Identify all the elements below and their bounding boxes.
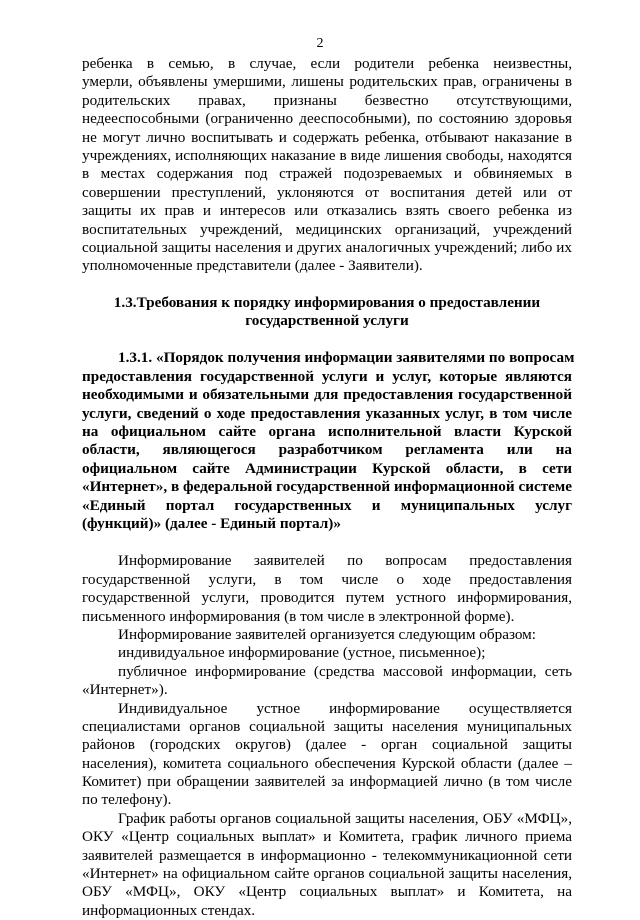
text-line: заявителей размещается в информационно - телекоммуникационной сети xyxy=(82,846,572,864)
paragraph-oral xyxy=(82,700,572,810)
heading-line: «Интернет», в федеральной государственной информационной системе xyxy=(82,478,572,496)
page-number: 2 xyxy=(316,36,324,51)
text-line: недееспособными (ограниченно дееспособными), по состоянию здоровья xyxy=(82,110,572,128)
text-line: Информирование заявителей по вопросам предоставления xyxy=(118,552,572,570)
text-line: воспитательных учреждений, медицинских организаций, учреждений xyxy=(82,220,572,238)
text-line: умерли, объявлены умершими, лишены родительских прав, ограничены в xyxy=(82,73,572,91)
text-line: «Интернет»). xyxy=(82,681,168,699)
paragraph-public xyxy=(82,663,572,700)
text-line: уполномоченные представители (далее - Заявители). xyxy=(82,257,423,275)
text-line: по телефону). xyxy=(82,791,172,809)
section-heading-1-3 xyxy=(82,294,572,331)
text-line: социальной защиты населения и других аналогичных учреждений; либо их xyxy=(82,238,572,256)
text-line: учреждениях, исполняющих наказание в виде лишения свободы, находятся xyxy=(82,146,572,164)
text-line: районов (городских округов) (далее - орган социальной защиты xyxy=(82,736,572,754)
paragraph-schedule xyxy=(82,810,572,920)
text-line: ОБУ «МФЦ», ОКУ «Центр социальных выплат» и Комитета, на xyxy=(82,883,572,901)
heading-line: необходимыми и обязательными для предоставления государственной xyxy=(82,386,572,404)
text-line: индивидуальное информирование (устное, письменное); xyxy=(118,644,486,662)
text-line: Информирование заявителей организуется следующим образом: xyxy=(118,625,537,643)
text-line: государственной услуги, проводится путем устного информирования, xyxy=(82,589,572,607)
paragraph-inform xyxy=(82,552,572,626)
text-line: публичное информирование (средства массовой информации, сеть xyxy=(118,662,572,680)
text-line: населения), комитета социального обеспечения Курской области (далее – xyxy=(82,754,572,772)
text-line: ребенка в семью, в случае, если родители ребенка неизвестны, xyxy=(82,55,572,72)
text-line: не могут лично воспитывать и содержать ребенка, отбывают наказание в xyxy=(82,128,572,146)
heading-line: на официальном сайте органа исполнительной власти Курской xyxy=(82,423,572,441)
heading-line: области, являющегося разработчиком регламента или на xyxy=(82,441,572,459)
text-line: в местах содержания под стражей подозреваемых и обвиняемых в xyxy=(82,165,572,183)
text-line: письменного информирования (в том числе в электронной форме). xyxy=(82,607,515,625)
paragraph-intro xyxy=(82,55,572,276)
text-line: совершении преступлений, уклоняются от воспитания детей или от xyxy=(82,183,572,201)
heading-line: официальном сайте Администрации Курской области, в сети xyxy=(82,459,572,477)
text-line: защиты их прав и интересов или отказались взять своего ребенка из xyxy=(82,202,572,220)
text-line: «Интернет» на официальном сайте органов социальной защиты населения, xyxy=(82,865,572,883)
paragraph-organized xyxy=(82,626,572,644)
text-line: информационных стендах. xyxy=(82,901,256,919)
heading-line: услуги, сведений о ходе предоставления указанных услуг, в том числе xyxy=(82,404,572,422)
text-line: родительских правах, признаны безвестно отсутствующими, xyxy=(82,91,572,109)
text-line: График работы органов социальной защиты населения, ОБУ «МФЦ», xyxy=(118,809,572,827)
text-line: ОКУ «Центр социальных выплат» и Комитета, график личного приема xyxy=(82,828,572,846)
text-line: специалистами органов социальной защиты населения муниципальных xyxy=(82,717,572,735)
section-heading-1-3-1 xyxy=(82,349,575,533)
text-line: Комитет) при обращении заявителей за информацией лично (в том числе xyxy=(82,773,572,791)
heading-line: 1.3.1. «Порядок получения информации заявителями по вопросам xyxy=(118,349,575,367)
heading-line: предоставления государственной услуги и услуг, которые являются xyxy=(82,367,572,385)
document-page xyxy=(82,36,575,920)
text-line: Индивидуальное устное информирование осуществляется xyxy=(118,699,572,717)
heading-line: 1.3.Требования к порядку информирования о предоставлении xyxy=(113,293,541,311)
paragraph-individual xyxy=(82,644,572,662)
text-line: государственной услуги, в том числе о ходе предоставления xyxy=(82,570,572,588)
heading-line: государственной услуги xyxy=(245,312,409,330)
heading-line: «Единый портал государственных и муниципальных услуг xyxy=(82,496,572,514)
heading-line: (функций)» (далее - Единый портал)» xyxy=(82,514,341,532)
